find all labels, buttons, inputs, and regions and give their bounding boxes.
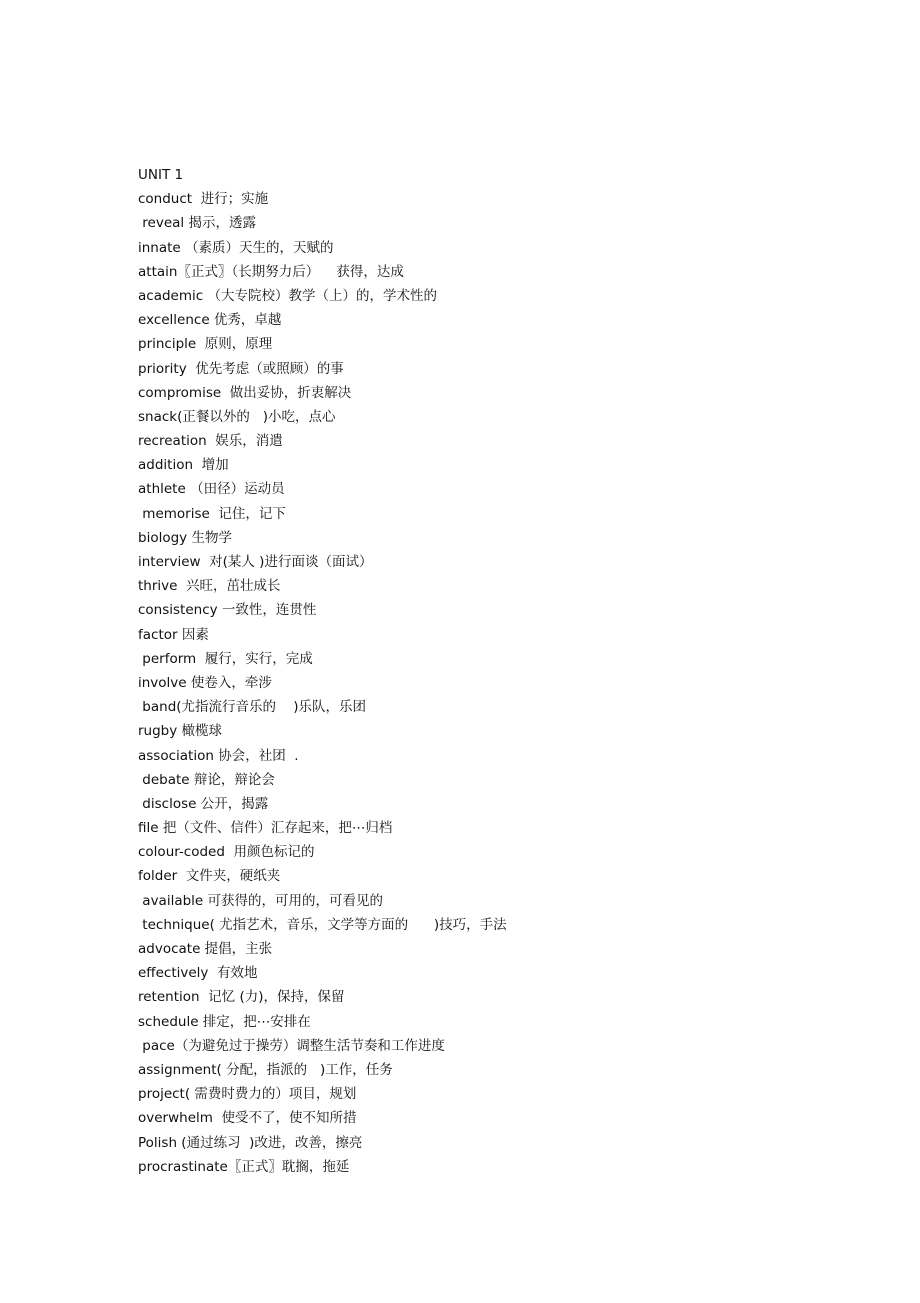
vocab-entry: snack(正餐以外的 )小吃，点心 <box>138 408 336 425</box>
vocab-entry: biology 生物学 <box>138 529 232 546</box>
vocab-entry: band(尤指流行音乐的 )乐队，乐团 <box>138 699 366 716</box>
vocab-entry: assignment( 分配，指派的 )工作，任务 <box>138 1061 393 1078</box>
vocab-entry: involve 使卷入，牵涉 <box>138 674 272 691</box>
vocab-entry: thrive 兴旺，茁壮成长 <box>138 578 281 595</box>
vocab-entry: procrastinate〖正式〗耽搁，拖延 <box>138 1158 350 1175</box>
vocab-entry: overwhelm 使受不了，使不知所措 <box>138 1110 357 1127</box>
vocab-entry: file 把（文件、信件）汇存起来，把⋯归档 <box>138 820 393 837</box>
vocab-entry: innate （素质）天生的，天赋的 <box>138 239 334 256</box>
vocab-entry: advocate 提倡，主张 <box>138 941 273 957</box>
vocab-entry: excellence 优秀，卓越 <box>138 312 282 329</box>
vocab-entry: memorise 记住，记下 <box>138 505 286 522</box>
unit-heading: UNIT 1 <box>138 167 184 183</box>
vocab-entry: attain〖正式〗（长期努力后） 获得，达成 <box>138 263 404 280</box>
vocab-entry: factor 因素 <box>138 626 209 643</box>
vocab-entry: athlete （田径）运动员 <box>138 481 285 498</box>
vocab-entry: reveal 揭示，透露 <box>138 215 256 232</box>
vocabulary-list <box>138 163 898 1179</box>
vocab-entry: principle 原则，原理 <box>138 336 273 353</box>
vocab-entry: available 可获得的，可用的，可看见的 <box>138 892 384 909</box>
vocab-entry: perform 履行，实行，完成 <box>138 650 313 667</box>
vocab-entry: technique( 尤指艺术，音乐，文学等方面的 )技巧，手法 <box>138 916 507 933</box>
vocab-entry: Polish (通过练习 )改进，改善，擦亮 <box>138 1134 363 1151</box>
vocab-entry: recreation 娱乐，消遣 <box>138 433 283 450</box>
vocab-entry: association 协会，社团 . <box>138 747 299 764</box>
vocab-entry: schedule 排定，把⋯安排在 <box>138 1013 311 1030</box>
vocab-entry: interview 对(某人 )进行面谈（面试） <box>138 554 373 570</box>
vocab-entry: consistency 一致性，连贯性 <box>138 602 317 619</box>
vocab-entry: folder 文件夹，硬纸夹 <box>138 868 281 885</box>
vocab-entry: conduct 进行；实施 <box>138 191 269 208</box>
vocab-entry: compromise 做出妥协，折衷解决 <box>138 384 352 401</box>
vocab-entry: debate 辩论，辩论会 <box>138 771 275 788</box>
vocab-entry: academic （大专院校）教学（上）的，学术性的 <box>138 287 437 304</box>
vocab-entry: effectively 有效地 <box>138 965 258 982</box>
vocab-entry: project( 需费时费力的）项目，规划 <box>138 1086 357 1103</box>
vocab-entry: retention 记忆 (力)，保持，保留 <box>138 989 345 1006</box>
vocab-entry: colour-coded 用颜色标记的 <box>138 844 315 861</box>
vocab-entry: pace（为避免过于操劳）调整生活节奏和工作进度 <box>138 1037 445 1054</box>
vocab-entry: disclose 公开，揭露 <box>138 795 269 812</box>
vocab-entry: rugby 橄榄球 <box>138 723 223 740</box>
vocab-entry: addition 增加 <box>138 457 229 474</box>
vocab-entry: priority 优先考虑（或照顾）的事 <box>138 360 344 377</box>
